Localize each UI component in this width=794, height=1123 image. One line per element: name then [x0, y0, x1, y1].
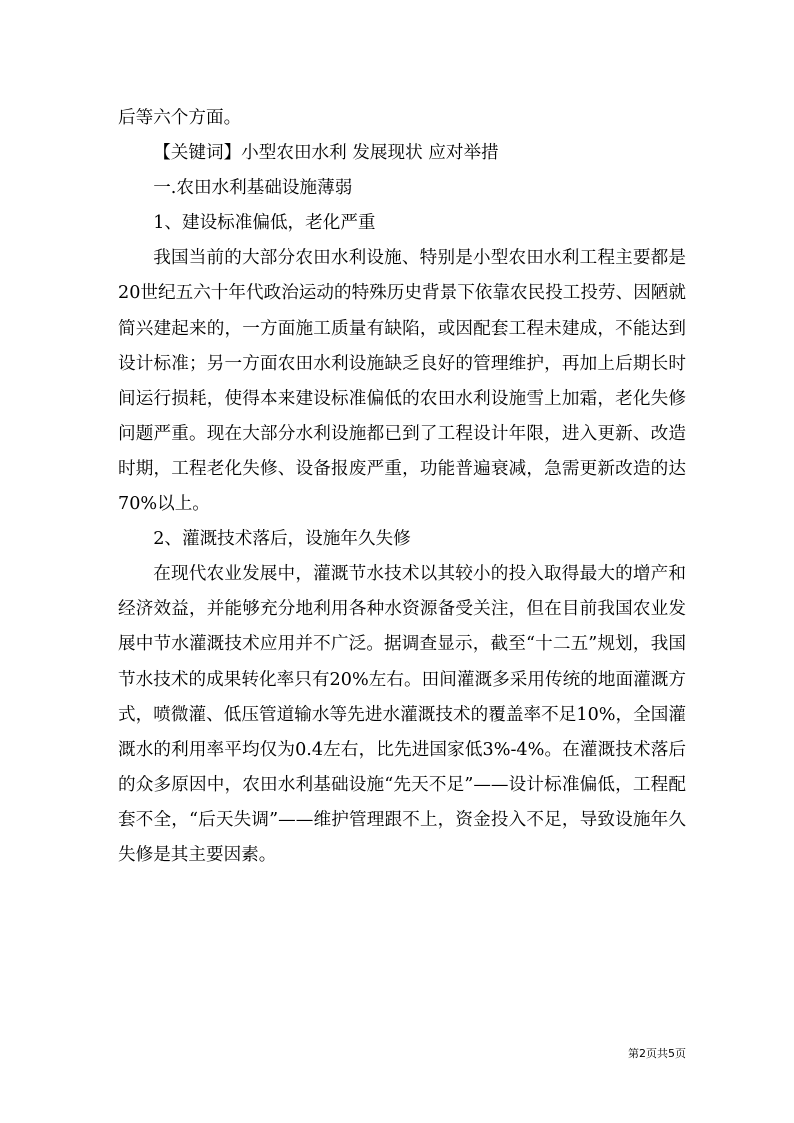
page-number-footer: 第2页共5页 — [628, 1047, 686, 1060]
subsection-heading-1: 1、建设标准偏低，老化严重 — [153, 213, 376, 234]
keywords-line: 【关键词】小型农田水利 发展现状 应对举措 — [153, 143, 499, 164]
body-paragraph-2: 在现代农业发展中，灌溉节水技术以其较小的投入取得最大的增产和经济效益，并能够充分地利用各种水资源备受关注，但在目前我国农业发展中节水灌溉技术应用并不广泛。据调查显示，截至“十二五”规划，我国节水技术的成果转化率只有20%左右。田间灌溉多采用传统的地面灌溉方式，喷微灌、低压管道输水等先进水灌溉技术的覆盖率不足10%，全国灌溉水的利用率平均仅为0.4左右，比先进国家低3%-4%。在灌溉技术落后的众多原因中，农田水利基础设施“先天不足”——设计标准偏低，工程配套不全，“后天失调”——维护管理跟不上，资金投入不足，导致设施年久失修是其主要因素。 — [118, 564, 686, 865]
body-paragraph-1: 我国当前的大部分农田水利设施、特别是小型农田水利工程主要都是20世纪五六十年代政治运动的特殊历史背景下依靠农民投工投劳、因陋就简兴建起来的，一方面施工质量有缺陷，或因配套工程未建成，不能达到设计标准；另一方面农田水利设施缺乏良好的管理维护，再加上后期长时间运行损耗，使得本来建设标准偏低的农田水利设施雪上加霜，老化失修问题严重。现在大部分水利设施都已到了工程设计年限，进入更新、改造时期，工程老化失修、设备报废严重，功能普遍衰减，急需更新改造的达70%以上。 — [118, 248, 686, 515]
document-body — [118, 101, 686, 873]
subsection-heading-2: 2、灌溉技术落后，设施年久失修 — [153, 529, 411, 550]
paragraph-continuation: 后等六个方面。 — [118, 108, 242, 128]
section-heading: 一.农田水利基础设施薄弱 — [153, 178, 353, 199]
